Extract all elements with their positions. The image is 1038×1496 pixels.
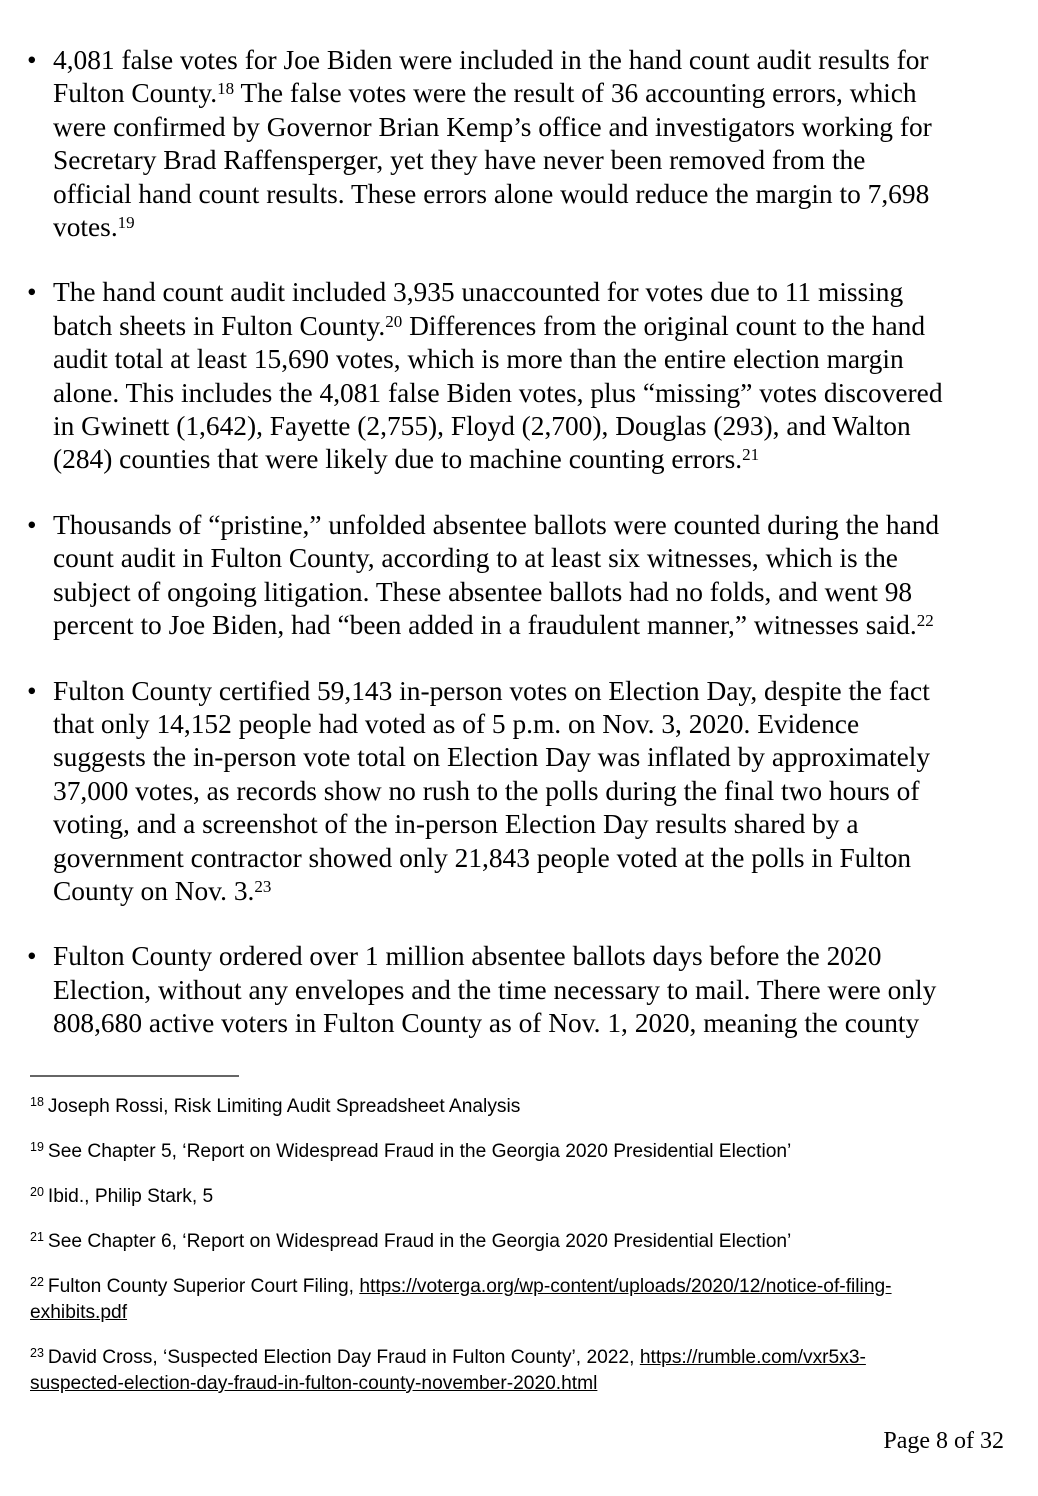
footnote-text: Ibid., Philip Stark, 5 [47,1186,214,1207]
text-line: The hand count audit included 3,935 unaccounted for votes due to 11 missing [53,277,904,308]
footnote-link-continued[interactable]: exhibits.pdf [30,1302,128,1323]
footnote-number: 21 [30,1230,44,1244]
footnote-23 [30,1345,1010,1397]
footnote-text: Joseph Rossi, Risk Limiting Audit Spreadsheet Analysis [47,1096,521,1117]
footnote-text: See Chapter 5, ‘Report on Widespread Fraud in the Georgia 2020 Presidential Election’ [47,1141,792,1162]
footnote-reference[interactable]: 21 [742,445,760,465]
text-line: 4,081 false votes for Joe Biden were included in the hand count audit results for [53,45,929,75]
text-line: alone. This includes the 4,081 false Biden votes, plus “missing” votes discovered [53,377,943,408]
text-line: Thousands of “pristine,” unfolded absentee ballots were counted during the hand [53,509,940,540]
text-line: Fulton County ordered over 1 million absentee ballots days before the 2020 [53,941,882,972]
footnote-number: 18 [30,1095,44,1109]
text-line: were confirmed by Governor Brian Kemp’s office and investigators working for [53,111,932,142]
text-line: in Gwinett (1,642), Fayette (2,755), Floyd (2,700), Douglas (293), and Walton [53,411,911,442]
text-line: subject of ongoing litigation. These absentee ballots had no folds, and went 98 [53,576,913,607]
text-line: suggests the in-person vote total on Election Day was inflated by approximately [53,742,931,773]
bullet-dot-icon: • [27,45,37,75]
footnote-21 [30,1229,1010,1255]
text-line: audit total at least 15,690 votes, which is more than the entire election margin [53,344,904,375]
bullet-item [0,940,1038,1040]
bullet-dot-icon: • [27,675,37,706]
footnote-reference[interactable]: 18 [217,79,235,99]
footnote-20 [30,1184,1010,1210]
text-line: that only 14,152 people had voted as of 5 p.m. on Nov. 3, 2020. Evidence [53,708,860,739]
text-line: County on Nov. 3.23 [53,875,272,906]
text-line: (284) counties that were likely due to machine counting errors.$^{21}$ [53,444,760,475]
bullet-item [0,675,1038,909]
bullet-item [0,276,1038,476]
bullet-dot-icon: • [27,277,37,308]
footnote-link[interactable]: https://rumble.com/vxr5x3- [639,1347,866,1368]
footnote-number: 20 [30,1185,44,1199]
bullet-dot-icon: • [27,509,37,540]
footnote-18 [30,1094,1010,1120]
bullet-list [0,44,1038,1073]
bullet-dot-icon: • [27,941,37,972]
text-line: Fulton County.$^{18}$ The false votes were the result of 36 accounting errors, which [53,78,917,109]
footnote-link-continued[interactable]: suspected-election-day-fraud-in-fulton-county-november-2020.html [30,1373,598,1394]
footnote-reference[interactable]: 20 [385,311,403,331]
footnote-text: Fulton County Superior Court Filing, [47,1276,360,1297]
text-line: official hand count results. These errors alone would reduce the margin to 7,698 [53,178,930,209]
text-line: batch sheets in Fulton County.$^{20}$ Differences from the original count to the hand [53,310,926,341]
text-line: Election, without any envelopes and the time necessary to mail. There were only [53,974,937,1005]
bullet-item [0,44,1038,244]
footnote-reference[interactable]: 19 [117,213,135,233]
text-line: 808,680 active voters in Fulton County as of Nov. 1, 2020, meaning the county [53,1008,920,1039]
page-number: Page 8 of 32 [883,1428,1004,1454]
footnote-link[interactable]: https://voterga.org/wp-content/uploads/2020/12/notice-of-filing- [359,1276,892,1297]
footnote-number: 19 [30,1140,44,1154]
text-line: 37,000 votes, as records show no rush to the polls during the final two hours of [53,775,920,806]
text-line: percent to Joe Biden, had “been added in a fraudulent manner,” witnesses said.$^{22}$ [53,610,934,641]
bullet-item [0,509,1038,643]
footnote-number: 22 [30,1275,44,1289]
text-line: voting, and a screenshot of the in-person Election Day results shared by a [53,809,859,840]
text-line: count audit in Fulton County, according to at least six witnesses, which is the [53,543,898,574]
footnotes [30,1094,1010,1416]
footnote-divider [30,1075,239,1077]
text-line: Fulton County certified 59,143 in-person votes on Election Day, despite the fact [53,675,930,706]
text-line: government contractor showed only 21,843 people voted at the polls in Fulton [53,842,912,873]
footnote-number: 23 [30,1346,44,1360]
footnote-reference[interactable]: 23 [254,876,272,896]
footnote-reference[interactable]: 22 [916,611,934,631]
footnote-text: See Chapter 6, ‘Report on Widespread Fraud in the Georgia 2020 Presidential Election’ [47,1231,792,1252]
text-line: votes.$^{19}$ [53,212,135,243]
footnote-text: David Cross, ‘Suspected Election Day Fraud in Fulton County’, 2022, [47,1347,640,1368]
footnote-19 [30,1139,1010,1165]
footnote-22 [30,1274,1010,1326]
text-line: Secretary Brad Raffensperger, yet they have never been removed from the [53,145,866,176]
